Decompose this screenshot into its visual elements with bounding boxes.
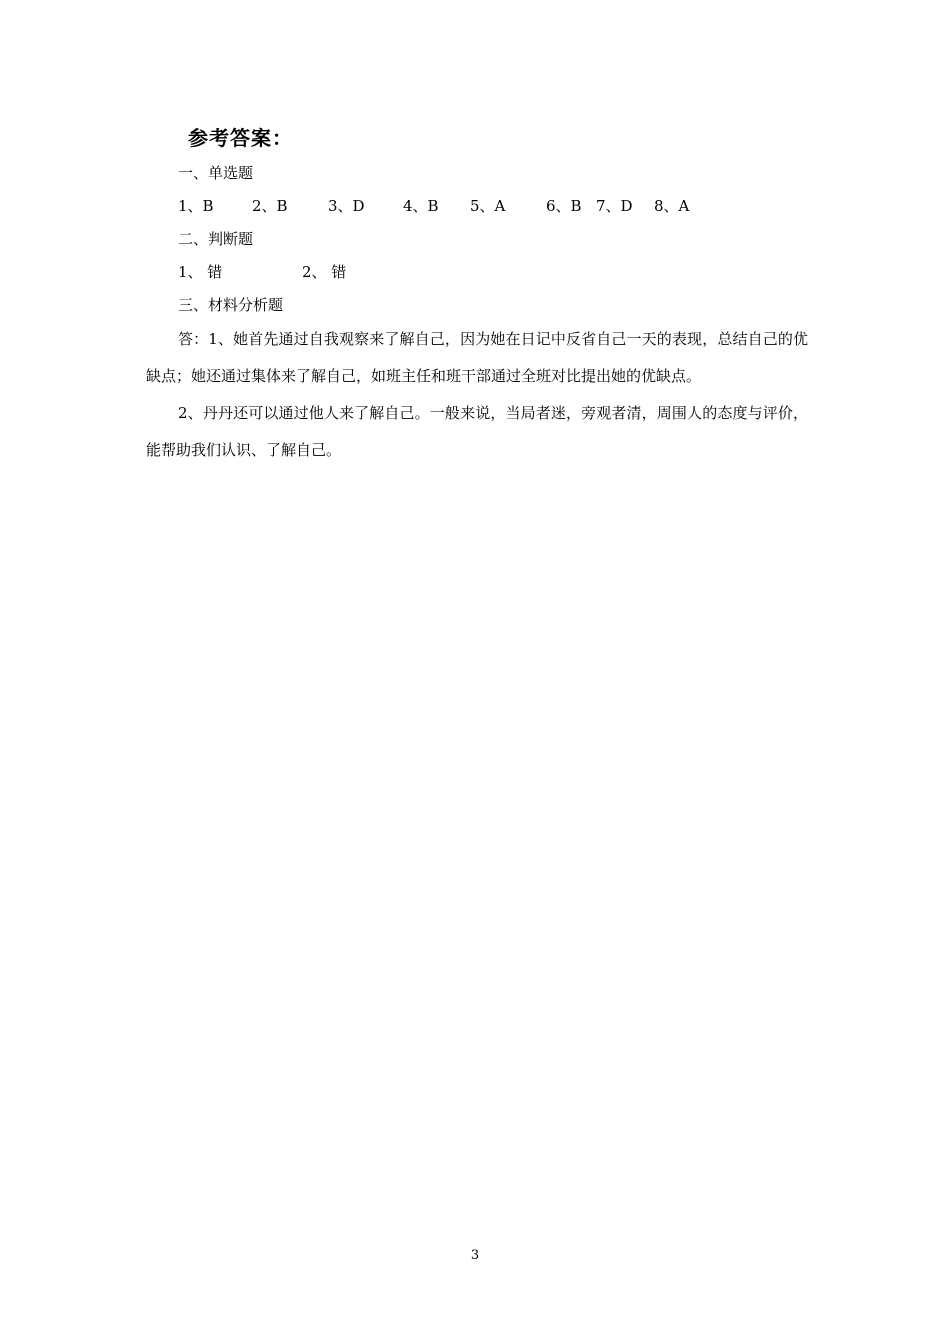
- judgment-item: 1、 错: [178, 263, 223, 281]
- answer-item: 1、B: [178, 197, 214, 215]
- answer-item: 3、D: [328, 197, 365, 215]
- answer-item: 2、B: [252, 197, 288, 215]
- section-heading-judgment: 二、判断题: [178, 230, 254, 248]
- section-heading-single-choice: 一、单选题: [178, 164, 254, 182]
- analysis-answer-paragraph-1: 答：1、她首先通过自我观察来了解自己，因为她在日记中反省自己一天的表现，总结自己的优缺点；她还通过集体来了解自己，如班主任和班干部通过全班对比提出她的优缺点。: [146, 330, 808, 385]
- analysis-answer-paragraph-2: 2、丹丹还可以通过他人来了解自己。一般来说，当局者迷，旁观者清，周围人的态度与评价，能帮助我们认识、了解自己。: [146, 404, 808, 459]
- page-number: 3: [470, 1248, 480, 1263]
- answer-item: 5、A: [470, 197, 506, 215]
- answer-item: 7、D: [596, 197, 633, 215]
- answer-title: 参考答案：: [188, 126, 293, 150]
- answer-item: 6、B: [546, 197, 582, 215]
- answer-item: 8、A: [654, 197, 690, 215]
- section-heading-material-analysis: 三、材料分析题: [178, 296, 284, 314]
- judgment-item: 2、 错: [302, 263, 347, 281]
- answer-item: 4、B: [403, 197, 439, 215]
